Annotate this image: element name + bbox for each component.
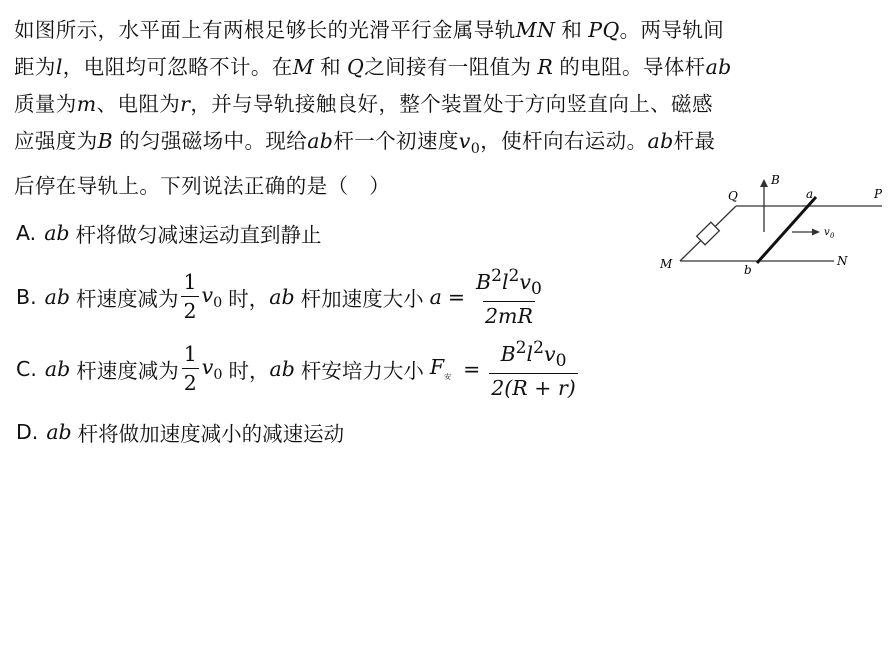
option-text: 杆速度减为 — [75, 286, 179, 311]
velocity-arrowhead — [812, 229, 820, 236]
math-ab: ab — [307, 129, 334, 153]
option-text: 时， — [228, 286, 270, 311]
stem-text: 杆最 — [673, 129, 716, 153]
stem-text: ，使杆向右运动。 — [480, 129, 648, 153]
math-r: r — [180, 92, 191, 116]
option-letter: C. — [16, 356, 37, 381]
label-P: P — [874, 187, 883, 201]
option-d[interactable] — [16, 417, 344, 447]
conductor-rod — [757, 197, 816, 263]
option-text: 杆速度减为 — [76, 358, 179, 383]
stem-text: 和 — [561, 18, 583, 42]
label-B: B — [771, 173, 780, 187]
stem-text: 后停在导轨上。下列说法正确的是（ ） — [14, 174, 391, 199]
label-M: M — [660, 257, 673, 271]
label-v: v — [824, 227, 830, 238]
option-c[interactable]: C. ab 杆速度减为 $\frac{1}{2}$ $v_0$ 时， ab 杆安培力大小 $F_安$ = $\frac{B^2l^2v_0}{2(R + r)}$ — [16, 338, 576, 400]
fraction-force: $\frac{B^2l^2v_0}{2(R + r)}$ — [491, 338, 576, 400]
stem-text: 距为 — [14, 55, 56, 79]
math-m: m — [76, 92, 97, 116]
stem-text: 杆一个初速度 — [333, 129, 459, 153]
label-N: N — [837, 254, 848, 268]
option-letter: D. — [16, 420, 39, 444]
stem-text: 质量为 — [14, 92, 77, 116]
option-text: 杆将做加速度减小的减速运动 — [77, 422, 345, 446]
rail-diagram — [656, 164, 890, 284]
stem-text: 和 — [320, 55, 341, 79]
stem-text: 的匀强磁场中。现给 — [119, 129, 308, 153]
fraction-acceleration: $\frac{B^2l^2v_0}{2mR}$ — [476, 266, 542, 328]
label-a: a — [806, 187, 814, 201]
math-ab: ab — [705, 55, 732, 79]
stem-text: ，并与导轨接触良好，整个装置处于方向竖直向上、磁感 — [190, 92, 713, 116]
equals-sign: = — [447, 284, 466, 309]
option-letter: B. — [16, 284, 37, 309]
label-v-sub: 0 — [830, 232, 835, 240]
option-text: 杆将做匀减速运动直到静止 — [75, 223, 322, 247]
math-Q: Q — [346, 55, 365, 79]
option-a[interactable] — [16, 218, 322, 248]
math-v: v — [458, 129, 471, 153]
field-arrowhead — [760, 179, 768, 187]
math-v: v — [201, 282, 214, 307]
stem-text: 如图所示，水平面上有两根足够长的光滑平行金属导轨 — [14, 18, 516, 42]
fraction-half: $\frac{1}{2}$ — [183, 270, 197, 324]
math-B: B — [97, 129, 114, 153]
stem-text: 应强度为 — [14, 129, 98, 153]
option-b[interactable]: B. ab 杆速度减为 $\frac{1}{2}$ $v_0$ 时， ab 杆加速度大小 a = $\frac{B^2l^2v_0}{2mR}$ — [16, 266, 542, 328]
math-v: v — [201, 354, 214, 379]
fraction-half: $\frac{1}{2}$ — [183, 342, 197, 396]
math-a: a — [429, 284, 442, 309]
math-ab: ab — [647, 129, 674, 153]
math-PQ: PQ — [588, 18, 620, 42]
label-b: b — [744, 263, 752, 277]
stem-text: 的电阻。导体杆 — [559, 55, 706, 79]
stem-text: 之间接有一阻值为 — [364, 55, 532, 79]
math-ab: ab — [44, 356, 71, 381]
math-l: l — [55, 55, 63, 79]
stem-text: 、电阻为 — [96, 92, 181, 116]
stem-text: ，电阻均可忽略不计。在 — [62, 55, 293, 79]
equals-sign: = — [463, 356, 481, 381]
stem-text: 。两导轨间 — [619, 18, 725, 42]
math-ab: ab — [269, 284, 295, 309]
option-text: 时， — [228, 358, 270, 383]
math-ab: ab — [44, 221, 70, 245]
math-v-sub: 0 — [470, 141, 481, 158]
math-R: R — [537, 55, 554, 79]
option-text: 杆加速度大小 — [300, 286, 424, 311]
option-letter: A. — [16, 221, 37, 245]
math-ab: ab — [269, 356, 295, 381]
label-Q: Q — [728, 189, 738, 203]
math-MN: MN — [515, 18, 556, 42]
math-M: M — [292, 55, 315, 79]
math-F: F — [429, 355, 445, 380]
math-ab: ab — [44, 284, 70, 309]
option-text: 杆安培力大小 — [300, 358, 424, 383]
math-ab: ab — [46, 420, 72, 444]
